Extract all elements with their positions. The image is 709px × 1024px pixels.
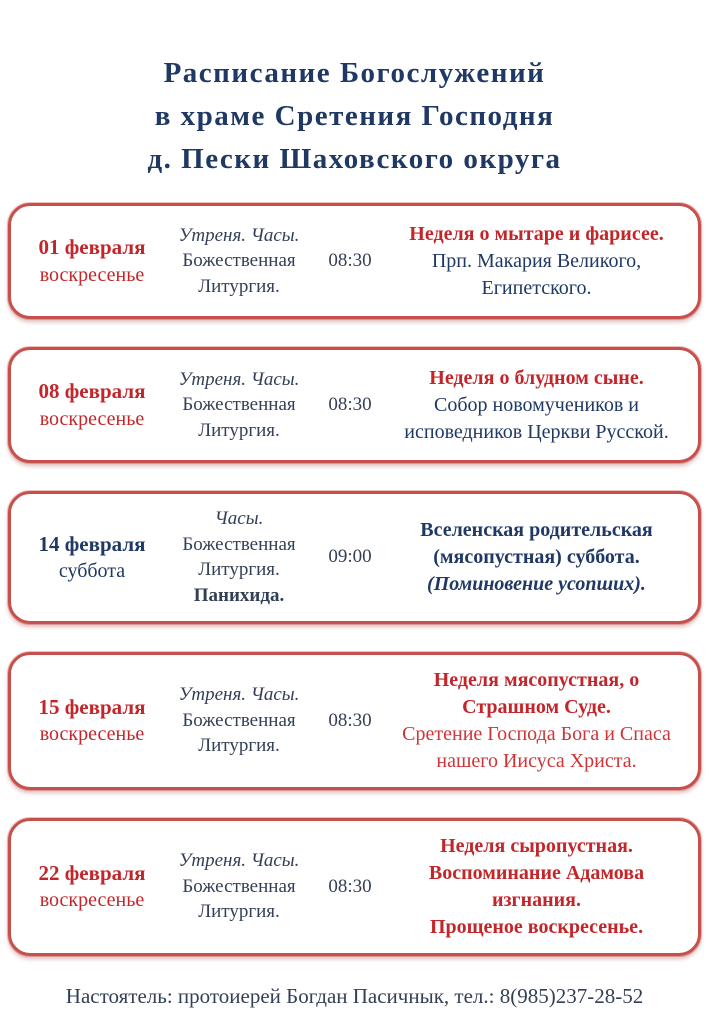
description-line: Вселенская родительская (мясопустная) суббота. [420,518,653,568]
date-cell [21,694,163,747]
services-cell [163,506,315,609]
weekday-text: воскресенье [39,407,145,430]
service-line: Божественная Литургия. [182,709,296,757]
schedule-card [8,652,701,790]
services-cell [163,223,315,300]
description-line: Сретение Господа Бога и Спаса нашего Иисуса Христа. [402,722,671,772]
weekday-text: воскресенье [39,723,145,746]
description-line: Неделя о блудном сыне. [429,366,644,389]
service-line: Божественная Литургия. [182,533,296,581]
time-cell [315,876,385,898]
services-cell [163,367,315,444]
time-text: 08:30 [328,250,372,271]
description-line: Собор новомучеников и исповедников Церкви Русской. [404,393,669,443]
time-cell [315,394,385,416]
date-cell [21,531,163,584]
time-cell [315,710,385,732]
date-text: 08 февраля [38,379,146,404]
service-line: Божественная Литургия. [182,875,296,923]
time-text: 08:30 [328,394,372,415]
description-line: (Поминовение усопших). [427,572,646,595]
service-line: Панихида. [193,584,285,606]
schedule-card [8,491,701,624]
service-line: Божественная Литургия. [182,394,296,441]
date-text: 15 февраля [38,694,146,719]
weekday-text: воскресенье [39,263,145,286]
services-cell [163,682,315,759]
title-line-2: в храме Сретения Господня [154,100,555,132]
service-line: Часы. [214,508,264,529]
time-cell [315,250,385,272]
time-cell [315,546,385,568]
service-line: Утреня. Часы. [178,684,300,706]
schedule-cards [8,203,701,956]
description-line: Неделя о мытаре и фарисее. [409,222,664,245]
service-line: Утреня. Часы. [178,224,300,246]
description-cell [385,667,682,775]
weekday-text: воскресенье [39,889,145,912]
description-line: Неделя мясопустная, о Страшном Суде. [433,668,640,718]
description-cell [385,833,682,941]
time-text: 09:00 [328,546,372,568]
description-line: Прощеное воскресенье. [429,915,644,938]
date-text: 01 февраля [38,235,146,260]
date-cell [21,860,163,913]
title-line-3: д. Пески Шаховского округа [147,143,562,175]
description-cell [385,365,682,446]
services-cell [163,848,315,925]
description-cell [385,221,682,302]
title-line-1: Расписание Богослужений [163,57,546,89]
description-line: Неделя сыропустная. Воспоминание Адамова изгнания. [428,834,645,911]
description-line: Прп. Макария Великого, Египетского. [431,249,642,299]
schedule-card [8,203,701,319]
schedule-card [8,818,701,956]
time-text: 08:30 [328,875,372,897]
description-cell [385,517,682,598]
service-line: Божественная Литургия. [182,250,296,297]
date-text: 22 февраля [38,860,146,885]
date-cell [21,378,163,431]
weekday-text: суббота [58,559,126,582]
schedule-card [8,347,701,463]
date-text: 14 февраля [38,531,146,556]
service-line: Утреня. Часы. [178,850,300,872]
service-line: Утреня. Часы. [178,368,300,390]
date-cell [21,234,163,287]
time-text: 08:30 [328,709,372,731]
poster-title [0,0,709,181]
contact-line: Настоятель: протоиерей Богдан Пасичнык, тел.: 8(985)237-28-52 [65,983,644,1008]
